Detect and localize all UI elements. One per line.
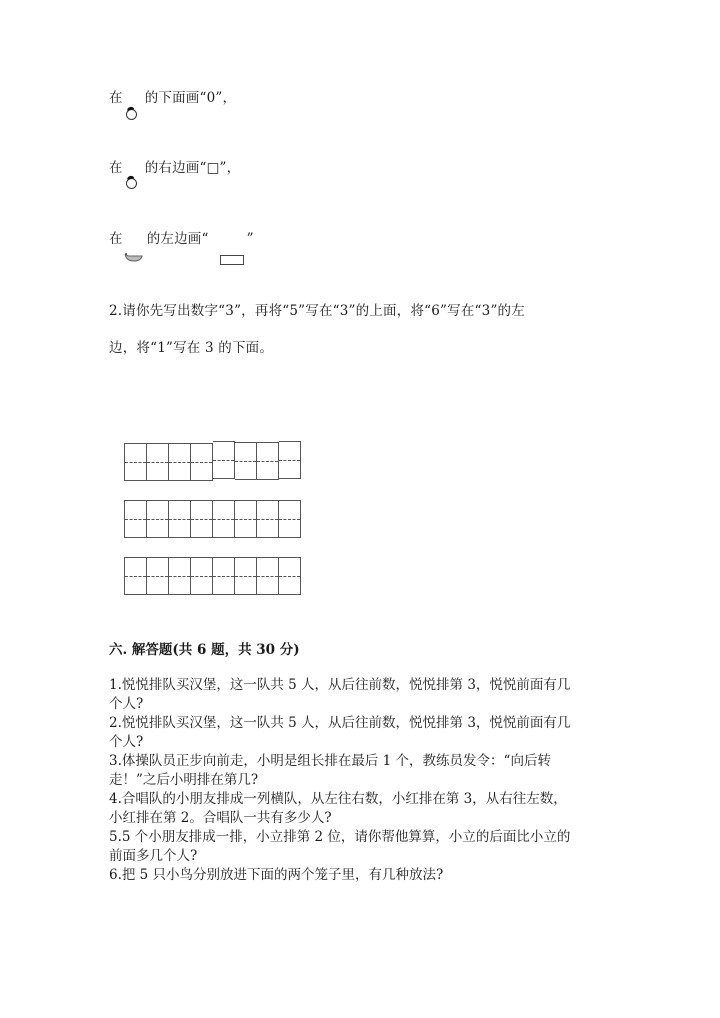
grid-cell[interactable] xyxy=(235,557,257,595)
grid-cell[interactable] xyxy=(213,557,235,595)
grid-cell[interactable] xyxy=(169,557,191,595)
question-text: 个人? xyxy=(109,734,144,750)
grid-cell[interactable] xyxy=(257,500,279,538)
question-text: 个人? xyxy=(109,696,144,712)
grid-cell[interactable] xyxy=(257,557,279,595)
question-2-line-2: 边，将“1”写在 3 的下面。 xyxy=(109,340,274,356)
question-text: 1.悦悦排队买汉堡，这一队共 5 人，从后往前数，悦悦排第 3，悦悦前面有几 xyxy=(109,677,571,693)
grid-cell[interactable] xyxy=(213,500,235,538)
ring-icon xyxy=(126,109,137,120)
question-list xyxy=(109,676,609,885)
writing-grid-row-3[interactable] xyxy=(124,557,301,595)
instruction-line-1 xyxy=(109,89,236,107)
grid-cell[interactable] xyxy=(147,500,169,538)
instruction-close-quote: ” xyxy=(246,231,254,247)
question-2-line-1: 2.请你先写出数字“3”，再将“5”写在“3”的上面，将“6”写在“3”的左 xyxy=(109,303,525,319)
question-text: 小红排在第 2。合唱队一共有多少人? xyxy=(109,810,332,826)
section-6-heading: 六. 解答题(共 6 题，共 30 分) xyxy=(109,642,300,658)
grid-cell[interactable] xyxy=(191,443,213,481)
grid-cell[interactable] xyxy=(147,557,169,595)
instruction-line-3 xyxy=(109,230,254,248)
question-text: 2.悦悦排队买汉堡，这一队共 5 人，从后往前数，悦悦排第 3，悦悦前面有几 xyxy=(109,715,571,731)
grid-cell[interactable] xyxy=(279,557,301,595)
grid-cell[interactable] xyxy=(169,443,191,481)
grid-cell[interactable] xyxy=(191,557,213,595)
writing-grid-row-2[interactable] xyxy=(124,500,301,538)
question-text: 5.5 个小朋友排成一排，小立排第 2 位，请你帮他算算，小立的后面比小立的 xyxy=(109,829,571,845)
writing-grid-row-1[interactable] xyxy=(124,443,301,481)
question-text: 6.把 5 只小鸟分别放进下面的两个笼子里，有几种放法? xyxy=(109,867,444,883)
grid-cell[interactable] xyxy=(279,500,301,538)
question-3 xyxy=(109,752,609,790)
grid-cell[interactable] xyxy=(279,441,301,479)
question-text: 走！”之后小明排在第几? xyxy=(109,772,259,788)
grid-cell[interactable] xyxy=(235,442,257,480)
instruction-suffix: 的左边画“ xyxy=(146,231,209,247)
instruction-prefix: 在 xyxy=(109,90,123,106)
instruction-prefix: 在 xyxy=(109,160,123,176)
rectangle-icon xyxy=(220,255,244,265)
instruction-prefix: 在 xyxy=(109,231,123,247)
question-4 xyxy=(109,790,609,828)
question-1 xyxy=(109,676,609,714)
grid-cell[interactable] xyxy=(125,500,147,538)
banana-icon xyxy=(124,253,144,262)
instruction-suffix: 的下面画“0”， xyxy=(144,90,237,106)
grid-cell[interactable] xyxy=(125,557,147,595)
question-6 xyxy=(109,866,609,885)
grid-cell[interactable] xyxy=(169,500,191,538)
grid-cell[interactable] xyxy=(147,443,169,481)
grid-cell[interactable] xyxy=(191,500,213,538)
question-text: 4.合唱队的小朋友排成一列横队，从左往右数，小红排在第 3，从右往左数， xyxy=(109,791,567,807)
question-text: 前面多几个人? xyxy=(109,848,198,864)
grid-cell[interactable] xyxy=(257,442,279,480)
question-2 xyxy=(109,714,609,752)
grid-cell[interactable] xyxy=(125,443,147,481)
ring-icon xyxy=(126,178,137,189)
grid-cell[interactable] xyxy=(213,441,235,479)
instruction-suffix: 的右边画“□”， xyxy=(144,160,241,176)
question-5 xyxy=(109,828,609,866)
grid-cell[interactable] xyxy=(235,500,257,538)
instruction-line-2 xyxy=(109,159,240,177)
question-text: 3.体操队员正步向前走，小明是组长排在最后 1 个，教练员发令：“向后转 xyxy=(109,753,551,769)
